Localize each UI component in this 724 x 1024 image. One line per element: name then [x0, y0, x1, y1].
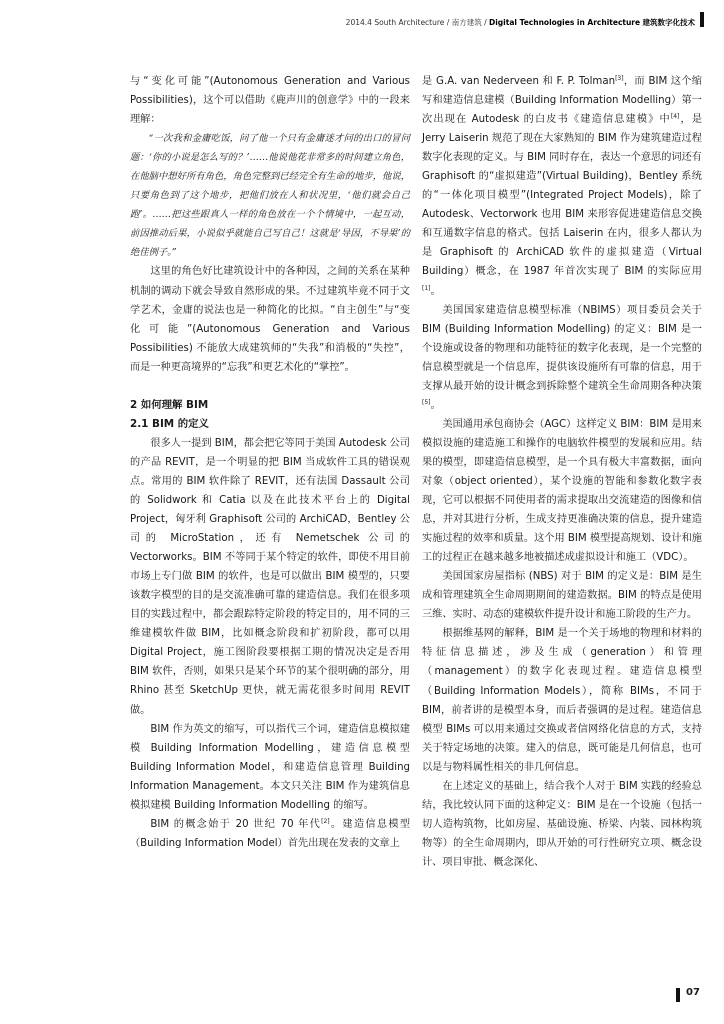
block-quote: “一次我和金庸吃饭，问了他一个只有金庸迷才问的出口的冒问题：‘你的小说是怎么写的？’……他说他花非常多的时间建立角色，在他脑中想好所有角色，角色完整到已经完全有生命的地步，他说，只要角色到了这个地步，把他们放在人和状况里，‘他们就会自己跑’。……把这些跟真人一样的角色放在一个个情境中，一起互动，前因推动后果，小说似乎就能自己写自己！这就是‘导因，不导果’的绝佳例子。”	[130, 133, 410, 259]
paragraph	[130, 815, 410, 853]
text-run: 是 G.A. van Nederveen 和 F. P. Tolman	[422, 76, 616, 87]
text-run: ，而 BIM 这个缩写和建造信息建模（Building Information Modelling）第一次出现在 Autodesk 的白皮书《建造信息建模》中	[422, 76, 702, 126]
paragraph: 美国通用承包商协会（AGC）这样定义 BIM：BIM 是用来模拟设施的建造施工和操作的电脑软件模型的发展和应用。结果的模型，即建造信息模型，是一个具有极大丰富数据，面向对象（object oriented），某个设施的智能和参数化数字表现，它可以根据不同使用者的需求提取出交流建造的图像和信息，并对其进行分析，生成支持更准确决策的信息，提升建造实施过程的效率和质量。这个用 BIM 模型提高规划、设计和施工的过程正在越来越多地被描述成虚拟设计和施工（VDC）。	[422, 418, 702, 564]
citation-ref: [3]	[615, 75, 624, 82]
citation-ref: [5]	[422, 398, 431, 406]
text-run: 。	[430, 399, 441, 411]
paragraph: 这里的角色好比建筑设计中的各种因，之间的关系在某种机制的调动下就会导致自然形成的果。不过建筑毕竟不同于文学艺术，金庸的说法也是一种简化的比拟。“自主创生”与“变化可能”(Autonomous Generation and Various Possibilities) 不能放大成建筑师的“失我”和消极的“失控”，而是一种更高境界的“忘我”和更艺术化的“掌控”。	[130, 266, 410, 373]
paragraph: BIM 作为英文的缩写，可以指代三个词，建造信息模拟建模 Building Information Modelling，建造信息模型 Building Information Model，和建造信息管理 Building Information Management。本文只关注 BIM 作为建筑信息模拟建模 Building Information Modelling 的缩写。	[130, 723, 410, 811]
page-number: 07	[686, 987, 700, 998]
citation-ref: [4]	[670, 113, 680, 121]
paragraph	[422, 72, 702, 301]
text-run: 。	[430, 285, 441, 297]
left-column	[130, 72, 410, 853]
section-en: Digital Technologies in Architecture	[489, 18, 641, 27]
text-run: 美国国家建造信息模型标准（NBIMS）项目委员会关于 BIM (Building Information Modelling) 的定义：BIM 是一个设施或设备的物理和功能特征的数字化表现，是一个完整的信息模型就是一个信息库，提供该设施所有可靠的信息，用于支撑从最开始的设计概念到拆除整个建筑全生命周期各种决策	[422, 304, 702, 392]
text-run: ，是 Jerry Laiserin 规范了现在大家熟知的 BIM 作为建筑建造过程数字化表现的定义。与 BIM 同时存在，表达一个意思的词还有 Graphisoft 的“虚拟建造”(Virtual Building)，Bentley 系统的“一体化项目模型”(Integrated Project Models)，除了 Autodesk、Vectorwork 也用 BIM 来形容促进建造信息交换和互通数字信息的格式。包括 Laiserin 在内，很多人都认为是 Graphisoft 的 ArchiCAD 软件的虚拟建造（Virtual Building）概念，在 1987 年首次实现了 BIM 的实际应用	[422, 114, 703, 278]
paragraph: 很多人一提到 BIM，都会把它等同于美国 Autodesk 公司的产品 REVIT，是一个明显的把 BIM 当成软件工具的错误观点。常用的 BIM 软件除了 REVIT，还有法国 Dassault 公司的 Solidwork 和 Catia 以及在此技术平台上的 Digital Project，匈牙利 Graphisoft 公司的 ArchiCAD，Bentley 公司的 MicroStation，还有 Nemetschek 公司的 Vectorworks。BIM 不等同于某个特定的软件，即使不用目前市场上专门做 BIM 的软件，也是可以做出 BIM 模型的，只要该数字模型的目的是交流准确可靠的建造信息。我们在很多项目的实践过程中，都会跟踪特定阶段的特定目的，用不同的三维建模软件做 BIM，比如概念阶段和扩初阶段，都可以用 Digital Project，施工图阶段要根据工期的情况决定是否用 BIM 软件，否则，如果只是某个环节的某个很明确的部分，用 Rhino 甚至 SketchUp 更快，就无需花很多时间用 REVIT 做。	[130, 437, 410, 716]
subsection-heading: 2.1 BIM 的定义	[130, 417, 209, 430]
header-rule	[700, 12, 704, 27]
running-header: 2014.4 South Architecture / 南方建筑 / Digital Technologies in Architecture 建筑数字化技术	[345, 18, 695, 27]
issue-label: 2014.4	[345, 18, 372, 27]
paragraph: 根据维基网的解释，BIM 是一个关于场地的物理和材料的特征信息描述，涉及生成（generation）和管理（management）的数字化表现过程。建造信息模型（Building Information Models），简称 BIMs，不同于 BIM，前者讲的是模型本身，而后者强调的是过程。建造信息模型 BIMs 可以用来通过交换或者信网络化信息的方式，支持关于特定场地的决策。建入的信息，既可能是几何信息，也可以是与物料属性相关的非几何信息。	[422, 628, 702, 773]
paragraph	[422, 301, 702, 415]
right-column	[422, 72, 702, 872]
section-gap	[130, 377, 410, 396]
paragraph: 在上述定义的基础上，结合我个人对于 BIM 实践的经验总结，我比较认同下面的这种定义：BIM 是在一个设施（包括一切人造构筑物，比如房屋、基础设施、桥梁、内装、园林构筑物等）的全生命周期内，即从开始的可行性研究立项、概念设计、项目审批、概念深化、	[422, 780, 702, 868]
text-run: 。建造信息模型（Building Information Model）首先出现在发表的文章上	[130, 818, 411, 849]
footer-rule	[676, 988, 680, 1002]
journal-en: South Architecture	[374, 18, 445, 27]
journal-cn: 南方建筑	[451, 18, 482, 27]
text-run: BIM 的概念始于 20 世纪 70 年代	[150, 818, 322, 830]
paragraph: 美国国家房屋指标 (NBS) 对于 BIM 的定义是：BIM 是生成和管理建筑全生命周期期间的建造数据。BIM 的特点是使用三维、实时、动态的建模软件提升设计和施工阶段的生产力。	[422, 571, 702, 621]
paragraph: 与“变化可能”(Autonomous Generation and Various Possibilities)，这个可以借助《鹿声川的创意学》中的一段来理解：	[130, 76, 410, 126]
citation-ref: [1]	[422, 284, 431, 292]
section-heading: 2 如何理解 BIM	[130, 398, 209, 411]
citation-ref: [2]	[321, 817, 330, 825]
section-cn: 建筑数字化技术	[642, 18, 695, 27]
